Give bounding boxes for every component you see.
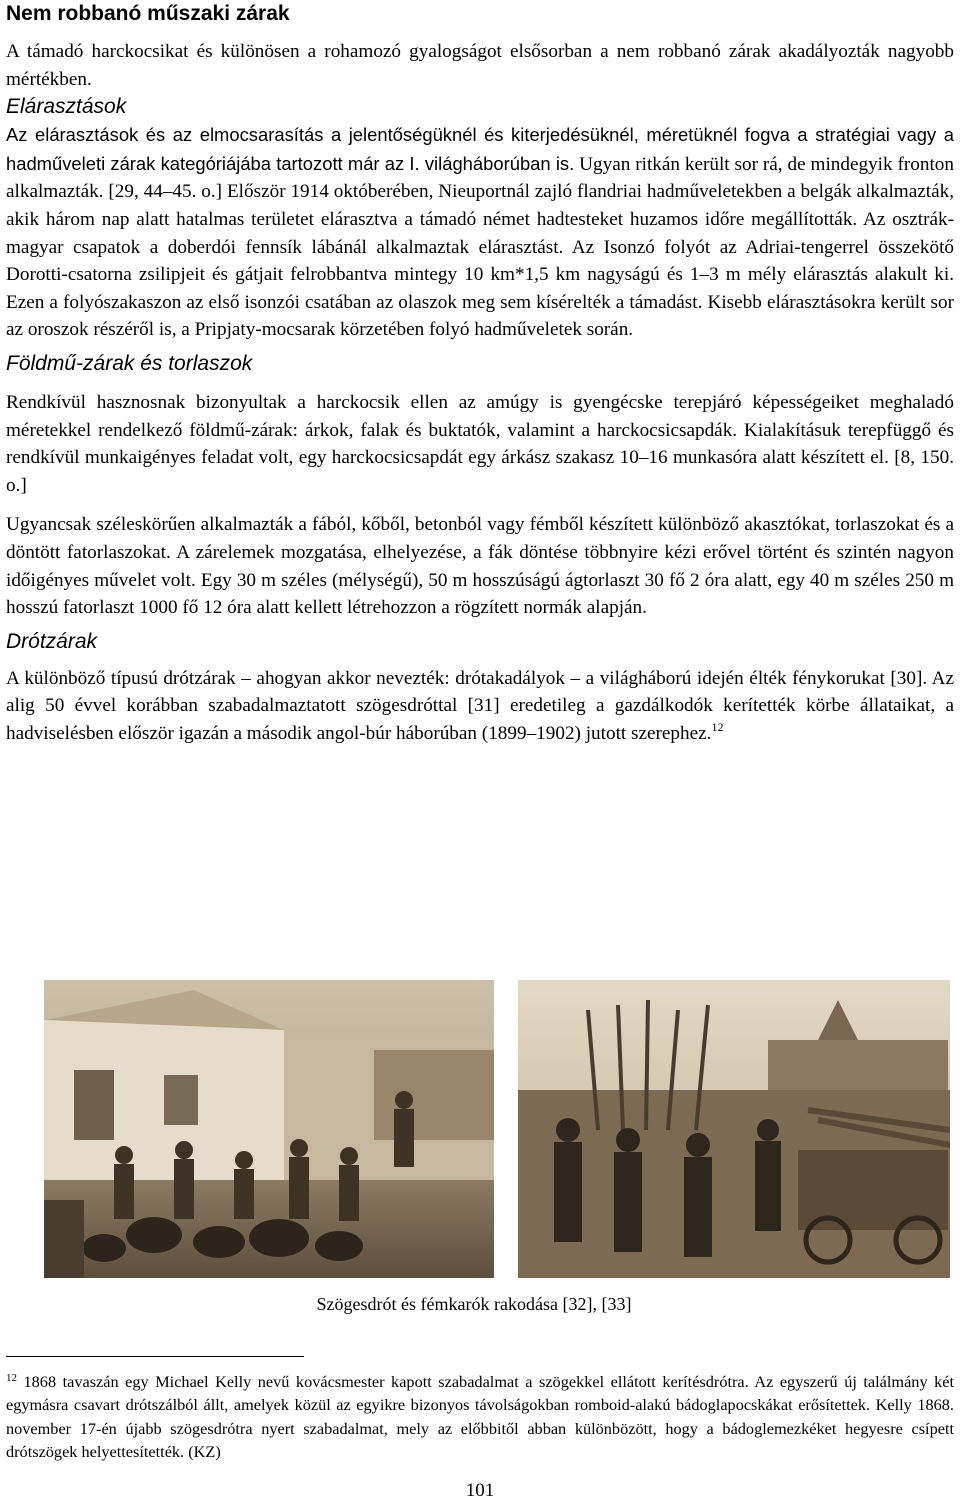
wire-heading: Drótzárak [6, 629, 98, 653]
figure-caption: Szögesdrót és fémkarók rakodása [32], [33] [316, 1294, 632, 1314]
wire-paragraph-text: A különböző típusú drótzárak – ahogyan akkor nevezték: drótakadályok – a világháború idején élték fénykorukat [30]. Az alig 50 évvel korábban szabadalmaztatott szögesdróttal [31] eredetileg a gazdálkodók kerítették körbe állataikat, a hadviselésben először igazán a második angol-búr háborúban (1899–1902) jutott szerephez. [6, 667, 954, 744]
photo-loading-wire-right [518, 980, 950, 1278]
footnote-reference[interactable]: 12 [711, 719, 724, 734]
earthworks-heading: Földmű-zárak és torlaszok [6, 351, 253, 375]
footnote-separator [6, 1356, 304, 1357]
figure-photos [44, 980, 950, 1278]
intro-paragraph: A támadó harckocsikat és különösen a rohamozó gyalogságot elsősorban a nem robbanó zárak akadályozták nagyobb mértékben. [6, 41, 954, 90]
sepia-photo-right [518, 980, 950, 1278]
page-number: 101 [465, 1480, 495, 1501]
flooding-paragraph-rest: Ugyan ritkán került sor rá, de mindegyik fronton alkalmazták. [29, 44–45. o.] Először 1914 októberében, Nieuportnál zajló flandriai hadműveletekben a belgák alkalmazták, akik három nap alatt hatalmas területet elárasztva a támadó német hadtesteket huzamos időre megállították. Az osztrák-magyar csapatok a doberdói fennsík lábánál alkalmaztak elárasztást. Az Isonzó folyót az Adriai-tengerrel összekötő Dorotti-csatorna zsilipjeit és gátjait felrobbantva mintegy 10 km*1,5 km nagyságú és 1–3 m mély elárasztás alakult ki. Ezen a folyószakaszon az első isonzói csatában az olaszok meg sem kísérelték a támadást. Kisebb elárasztásokra került sor az oroszok részéről is, a Pripjaty-mocsarak körzetében folyó hadműveletek során. [6, 153, 954, 341]
flooding-paragraph-lead: Az elárasztások és az elmocsarasítás a jelentőségüknél és kiterjedésüknél, méretüknél fogva a stratégiai vagy a hadműveleti zárak kategóriájába tartozott már az I. világháborúban is. [6, 124, 954, 174]
section-title: Nem robbanó műszaki zárak [6, 2, 290, 25]
footnote-text: 1868 tavaszán egy Michael Kelly nevű kovácsmester kapott szabadalmat a szögekkel ellátott kerítésdrótra. Az egyszerű új találmány két egymásra csavart drótszálból állt, amelyek közül az egyikre bizonyos távolságokban romboid-alakú bádoglapocskákat erősítettek. Kelly 1868. november 17-én újabb szögesdrótra nyert szabadalmat, mely az előbbitől abban különbözött, hogy a bádoglemezkéket hegyesre csípett drótszögek helyettesítették. (KZ) [6, 1372, 954, 1461]
earthworks-paragraph-2: Ugyancsak széleskörűen alkalmazták a fából, kőből, betonból vagy fémből készített különböző akasztókat, torlaszokat és a döntött fatorlaszokat. A zárelemek mozgatása, elhelyezése, a fák döntése többnyire kézi erővel történt és szintén nagyon időigényes művelet volt. Egy 30 m széles (mélységű), 50 m hosszúságú ágtorlaszt 30 fő 2 óra alatt, egy 40 m széles 250 m hosszú fatorlaszt 1000 fő 12 óra alatt kellett létrehozzon a rögzített normák alapján. [6, 514, 954, 619]
sepia-photo-left [44, 980, 494, 1278]
earthworks-paragraph-1: Rendkívül hasznosnak bizonyultak a harckocsik ellen az amúgy is gyengécske terepjáró képességeiket meghaladó méretekkel rendelkező földmű-zárak: árkok, falak és buktatók, valamint a harckocsicsapdák. Kialakításuk terepfüggő és rendkívül munkaigényes feladat volt, egy harckocsicsapdát egy árkász szakasz 10–16 munkasóra alatt készített el. [8, 150. o.] [6, 391, 954, 496]
flooding-paragraph [6, 121, 954, 344]
footnote-number: 12 [6, 1372, 17, 1384]
document-page [6, 0, 954, 747]
photo-loading-wire-left [44, 980, 494, 1278]
wire-paragraph [6, 665, 954, 748]
footnote [6, 1370, 954, 1463]
flooding-heading: Elárasztások [6, 95, 127, 119]
